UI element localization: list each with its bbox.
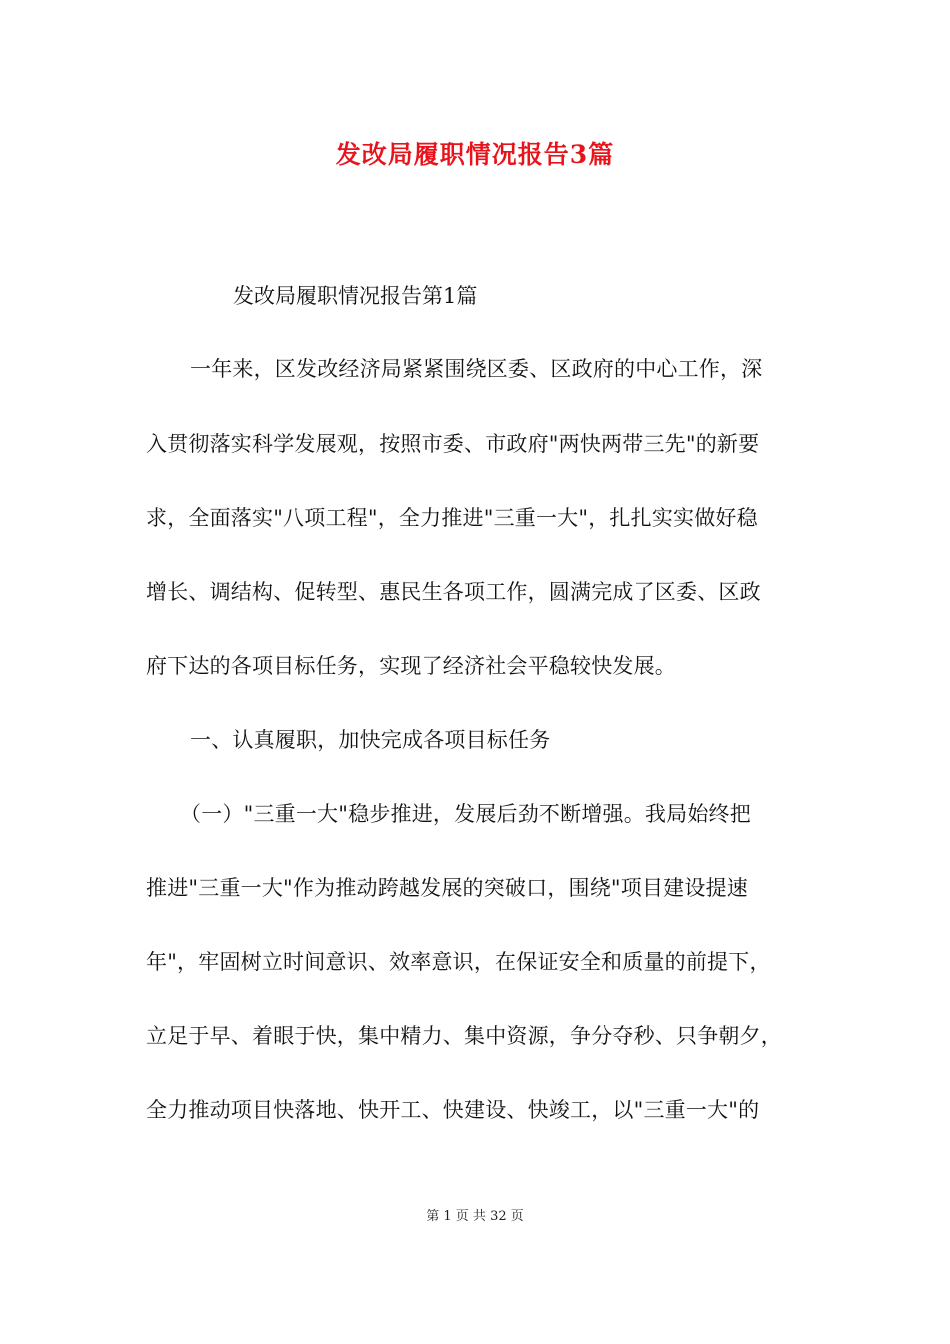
footer-total-pages: 32 xyxy=(490,1209,507,1224)
paragraph-line: 增长、调结构、促转型、惠民生各项工作，圆满完成了区委、区政 xyxy=(146,580,761,604)
paragraph-line: 一年来，区发改经济局紧紧围绕区委、区政府的中心工作，深 xyxy=(190,357,763,381)
footer-mid: 页 共 xyxy=(455,1209,486,1224)
paragraph-line: 入贯彻落实科学发展观，按照市委、市政府"两快两带三先"的新要 xyxy=(146,432,760,456)
section-subtitle: 发改局履职情况报告第1篇 xyxy=(233,284,478,308)
document-title: 发改局履职情况报告3篇 xyxy=(335,140,615,169)
paragraph-line: 推进"三重一大"作为推动跨越发展的突破口，围绕"项目建设提速 xyxy=(146,876,748,900)
paragraph-line: 立足于早、着眼于快，集中精力、集中资源，争分夺秒、只争朝夕， xyxy=(146,1024,782,1048)
paragraph-line: 求，全面落实"八项工程"，全力推进"三重一大"，扎扎实实做好稳 xyxy=(146,506,758,530)
paragraph-line: 年"，牢固树立时间意识、效率意识，在保证安全和质量的前提下， xyxy=(146,950,771,974)
footer-prefix: 第 xyxy=(426,1209,440,1224)
page-footer xyxy=(0,1209,950,1225)
paragraph-line: 府下达的各项目标任务，实现了经济社会平稳较快发展。 xyxy=(146,654,676,678)
footer-page-number: 1 xyxy=(443,1209,452,1224)
paragraph-line: （一）"三重一大"稳步推进，发展后劲不断增强。我局始终把 xyxy=(180,802,751,826)
paragraph-line: 全力推动项目快落地、快开工、快建设、快竣工，以"三重一大"的 xyxy=(146,1098,760,1122)
section-heading: 一、认真履职，加快完成各项目标任务 xyxy=(190,728,551,752)
footer-suffix: 页 xyxy=(510,1209,524,1224)
